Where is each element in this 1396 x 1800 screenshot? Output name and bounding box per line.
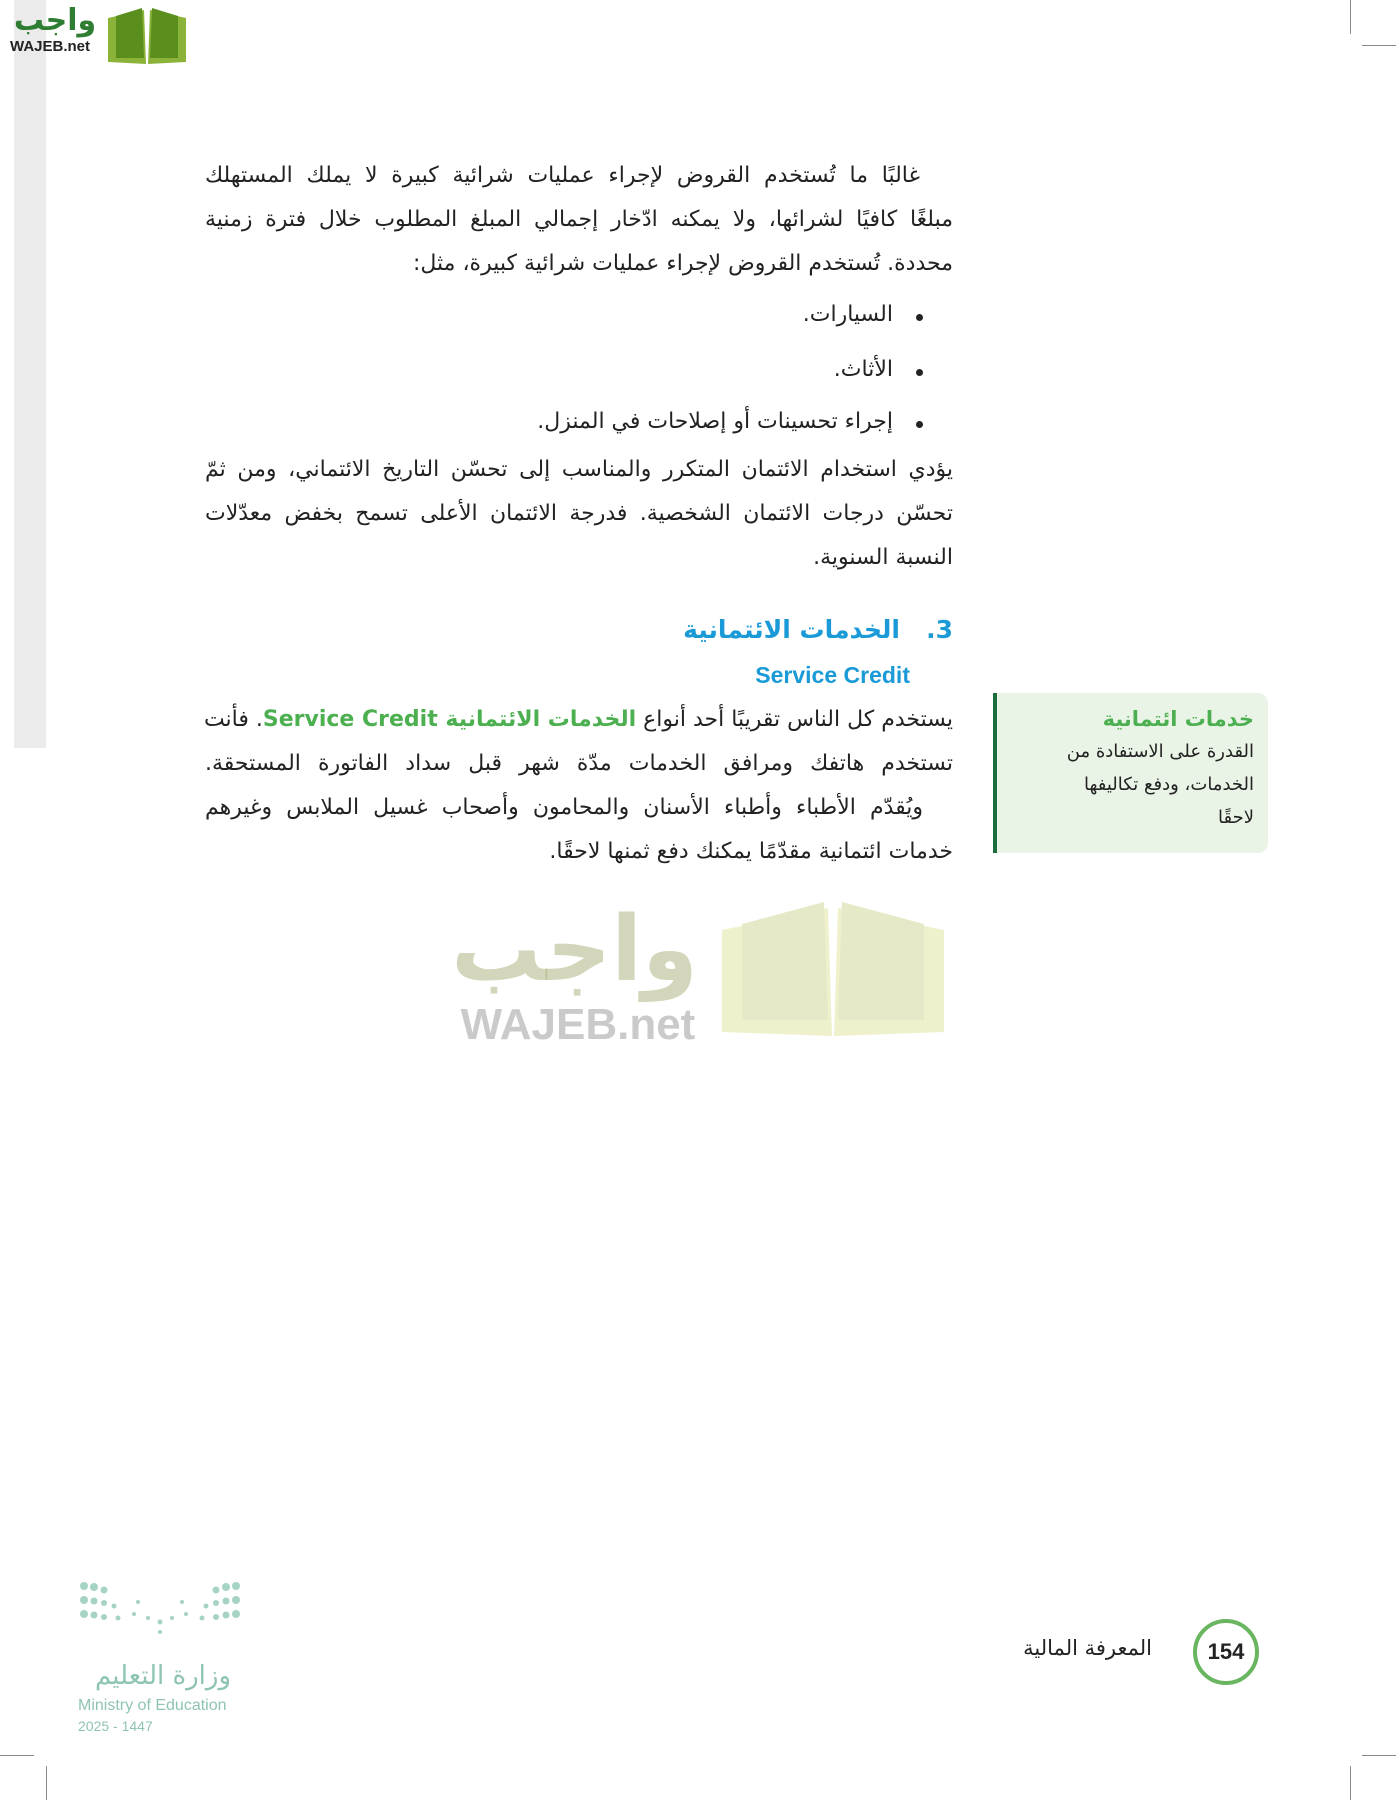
bullet-item: السيارات. [803,300,893,330]
paragraph-line: تحسّن درجات الائتمان الشخصية. فدرجة الائتمان الأعلى تسمح بخفض معدّلات [205,501,953,526]
watermark [451,897,698,1050]
paragraph-line: النسبة السنوية. [813,545,953,570]
watermark-en: WAJEB.net [460,1000,696,1049]
book-icon [106,4,188,66]
glossary-definition-line: لاحقًا [1218,807,1254,828]
paragraph-line: تستخدم هاتفك ومرافق الخدمات مدّة شهر قبل سداد الفاتورة المستحقة. [205,751,953,776]
paragraph-line: مبلغًا كافيًا لشرائها، ولا يمكنه ادّخار إجمالي المبلغ المطلوب خلال فترة زمنية [205,207,953,232]
margin-strip [14,0,46,748]
crop-mark [46,1766,47,1800]
crop-mark [1350,1766,1351,1800]
bullet-item: الأثاث. [834,355,893,385]
crop-mark [0,1755,34,1756]
section-title: الخدمات الائتمانية [683,615,900,644]
paragraph-line: محددة. تُستخدم القروض لإجراء عمليات شرائية كبيرة، مثل: [412,251,953,276]
section-subtitle: Service Credit [755,662,910,688]
paragraph-line: غالبًا ما تُستخدم القروض لإجراء عمليات شرائية كبيرة لا يملك المستهلك [205,163,920,188]
glossary-definition-line: القدرة على الاستفادة من [1066,741,1254,762]
paragraph-line [205,705,953,735]
glossary-box [993,693,1268,853]
ministry-ar: وزارة التعليم [94,1661,232,1691]
bullet-item: إجراء تحسينات أو إصلاحات في المنزل. [537,407,893,437]
key-term: الخدمات الائتمانية Service Credit [262,707,637,732]
glossary-definition-line: الخدمات، ودفع تكاليفها [1083,774,1254,795]
wajeb-logo [10,4,100,56]
logo-en: WAJEB.net [10,38,91,55]
section-number: 3. [926,615,953,644]
page-number: 154 [1193,1619,1259,1685]
crop-mark [1362,45,1396,46]
paragraph-line: ويُقدّم الأطباء وأطباء الأسنان والمحامون وأصحاب غسيل الملابس وغيرهم [205,795,923,820]
paragraph-line: خدمات ائتمانية مقدّمًا يمكنك دفع ثمنها لاحقًا. [549,839,953,864]
text: يستخدم كل الناس تقريبًا أحد أنواع [636,707,953,732]
ministry-dots-icon [78,1580,248,1636]
section-heading [683,615,953,644]
watermark-book-icon [720,900,946,1036]
text: . فأنت [203,707,263,732]
ministry-logo [78,1580,248,1736]
logo-ar: واجب [13,3,97,38]
watermark-ar: واجب [451,897,698,1002]
ministry-en: Ministry of Education [78,1697,227,1714]
crop-mark [1362,1755,1396,1756]
glossary-term: خدمات ائتمانية [1102,707,1254,731]
year: 2025 - 1447 [78,1718,153,1734]
paragraph-line: يؤدي استخدام الائتمان المتكرر والمناسب إلى تحسّن التاريخ الائتماني، ومن ثمّ [205,457,953,482]
crop-mark [1350,0,1351,34]
book-title: المعرفة المالية [1023,1636,1152,1660]
